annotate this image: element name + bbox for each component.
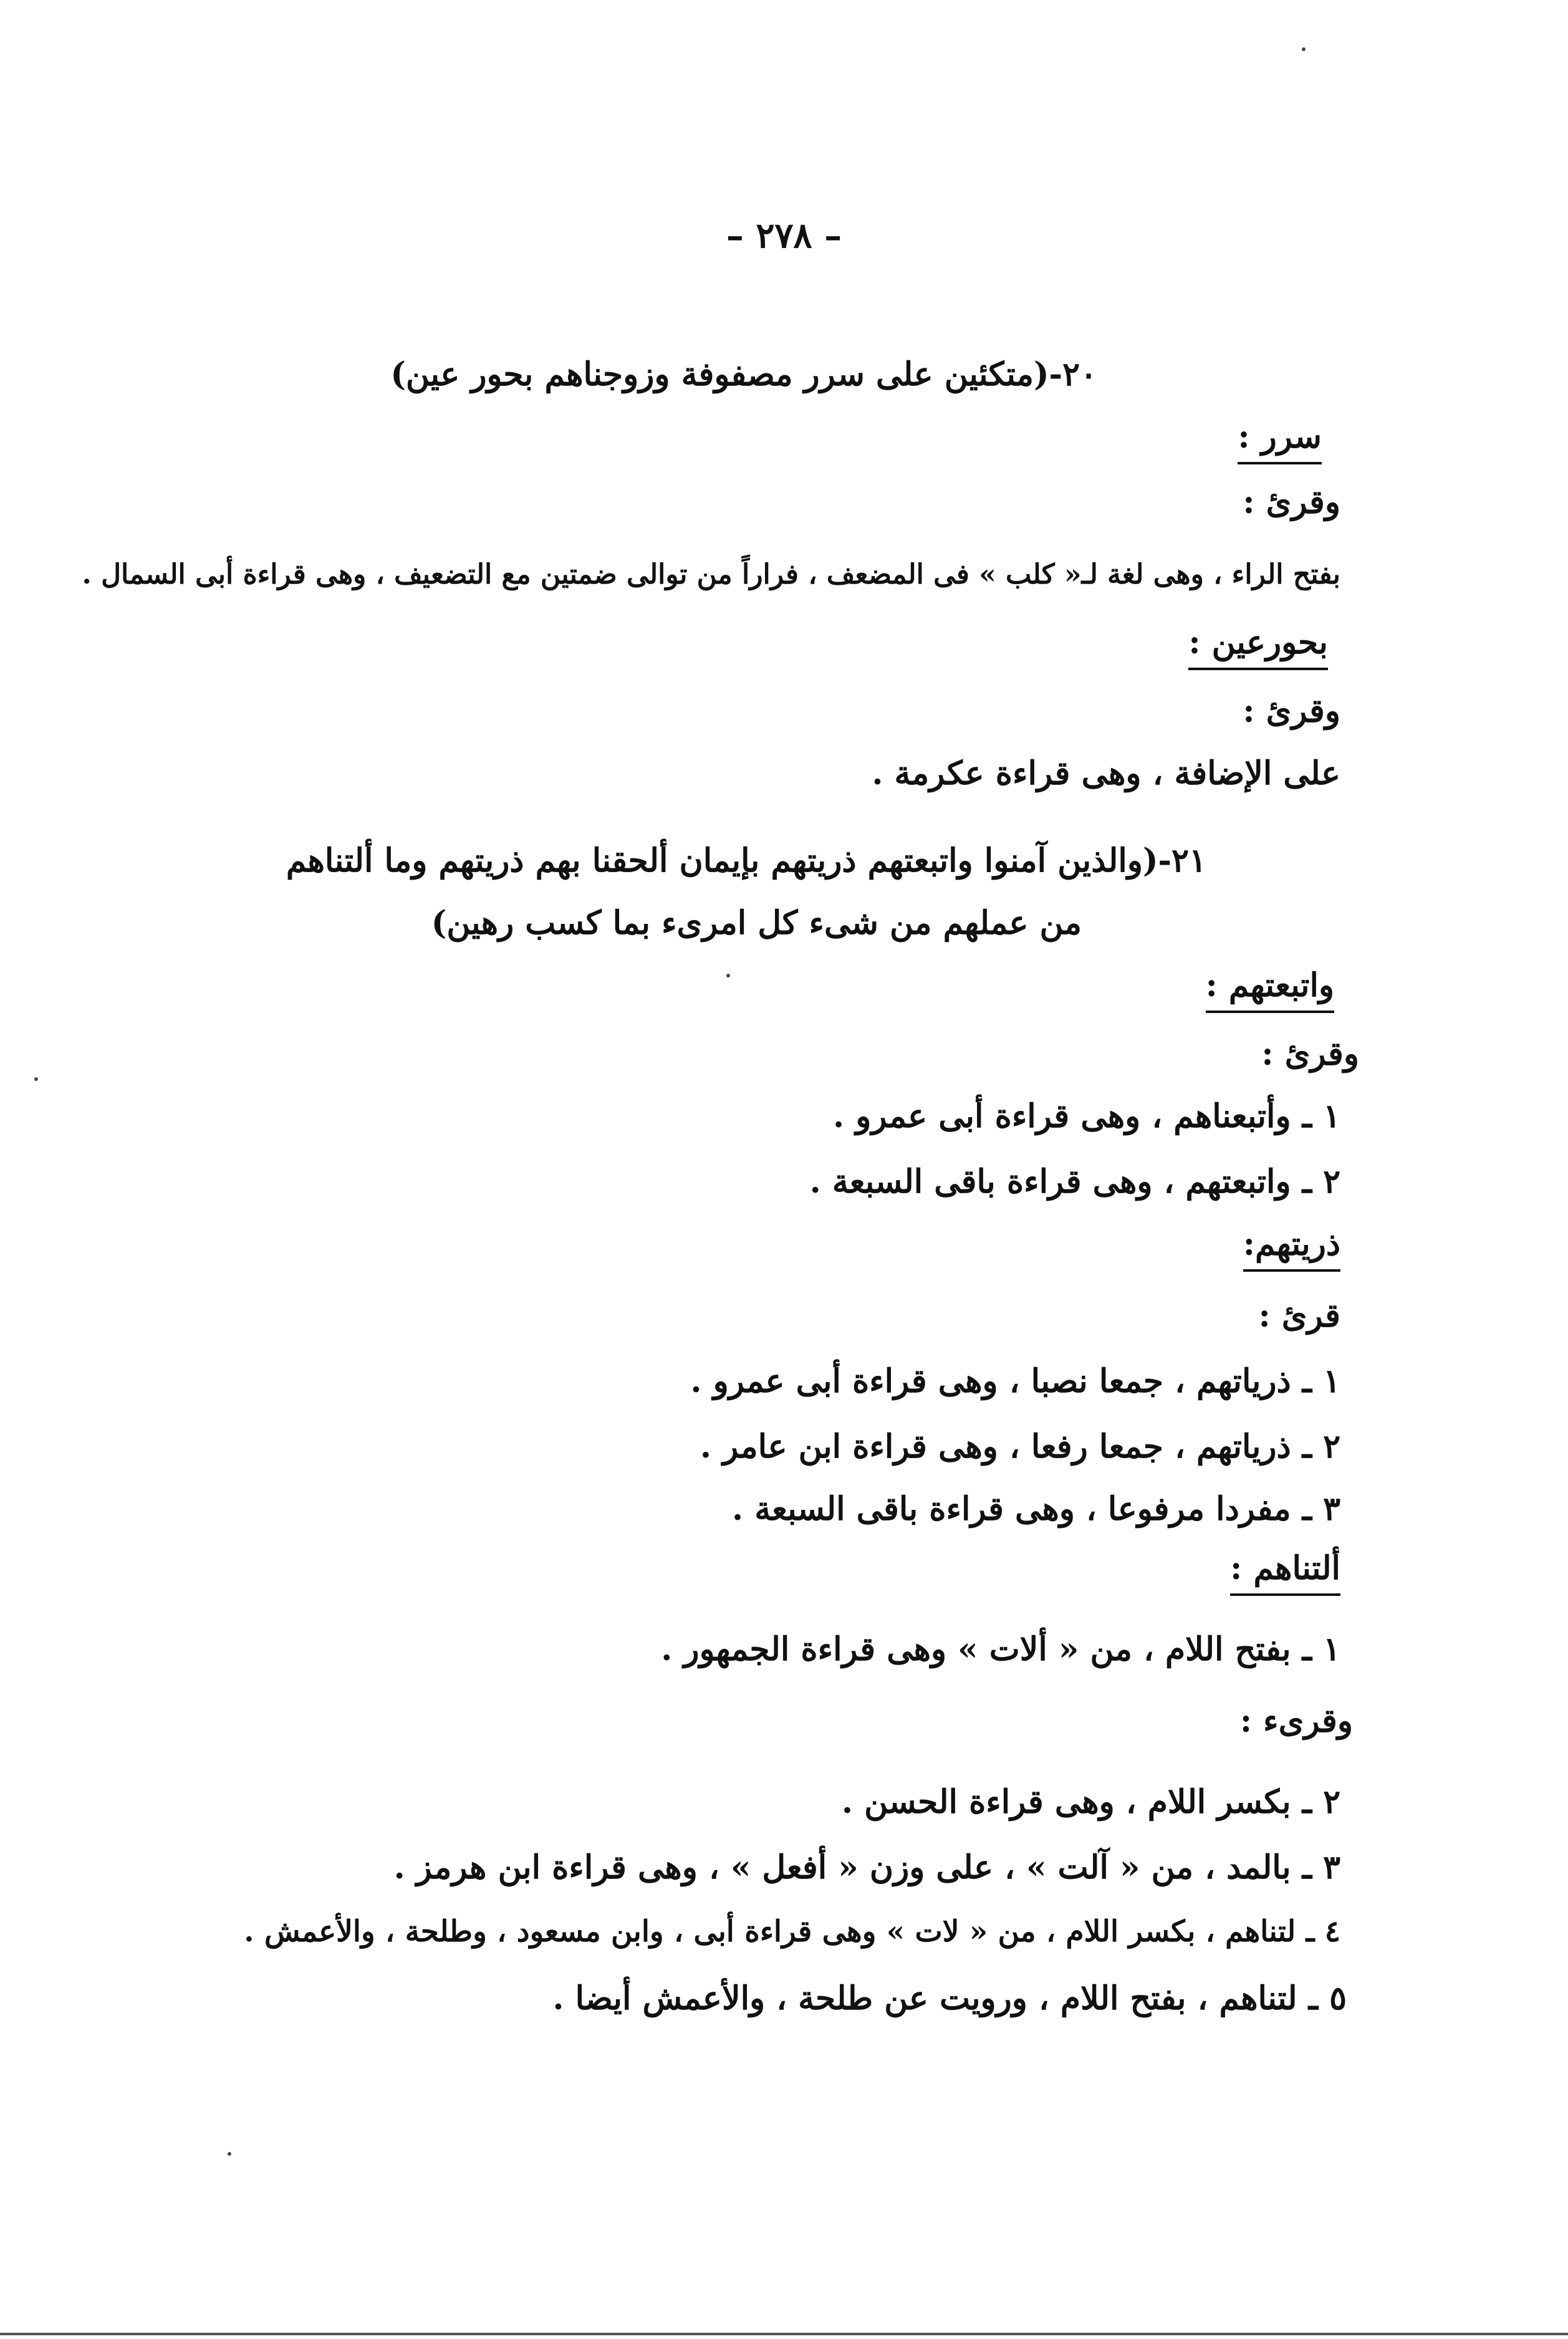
- reading-item: ١ ـ بفتح اللام ، من « ألات » وهى قراءة الجمهور .: [661, 1630, 1340, 1668]
- scan-speck: [228, 2152, 231, 2156]
- verse-21-heading-cont: من عملهم من شىء كل امرىء بما كسب رهين): [431, 904, 1082, 942]
- reading-item: ٢ ـ ذرياتهم ، جمعا رفعا ، وهى قراءة ابن عامر .: [700, 1428, 1340, 1466]
- qurie-label: وقرئ :: [1243, 692, 1340, 730]
- reading-item: ١ ـ ذرياتهم ، جمعا نصبا ، وهى قراءة أبى عمرو .: [690, 1362, 1340, 1400]
- reading-item: ٢ ـ واتبعتهم ، وهى قراءة باقى السبعة .: [809, 1163, 1340, 1201]
- word-heading-alatnahum: ألتناهم :: [1230, 1552, 1340, 1596]
- reading-item: ٣ ـ بالمد ، من « آلت » ، على وزن « أفعل » ، وهى قراءة ابن هرمز .: [393, 1848, 1340, 1886]
- qurie-label: قرئ :: [1258, 1297, 1340, 1335]
- reading-item: ٢ ـ بكسر اللام ، وهى قراءة الحسن .: [841, 1783, 1340, 1821]
- word-heading-ittabaathum: واتبعتهم :: [1206, 969, 1334, 1013]
- word-heading-dhurriyyatuhum: ذريتهم:: [1243, 1228, 1340, 1272]
- page-bottom-edge: [0, 2333, 1568, 2335]
- qurie-label: وقرىء :: [1239, 1702, 1353, 1740]
- reading-text: بفتح الراء ، وهى لغة لـ« كلب » فى المضعف ، فراراً من توالى ضمتين مع التضعيف ، وهى قراءة أبى السمال .: [82, 559, 1340, 590]
- scan-speck: [34, 1077, 38, 1081]
- verse-21-heading: ٢١-(والذين آمنوا واتبعتهم ذريتهم بإيمان ألحقنا بهم ذريتهم وما ألتناهم: [286, 842, 1206, 880]
- page-number: – ٢٧٨ –: [726, 215, 842, 256]
- reading-item: ٣ ـ مفردا مرفوعا ، وهى قراءة باقى السبعة .: [732, 1490, 1340, 1528]
- word-heading-surur: سرر :: [1238, 421, 1322, 464]
- verse-20-heading: ٢٠-(متكئين على سرر مصفوفة وزوجناهم بحور عين): [390, 355, 1097, 393]
- qurie-label: وقرئ :: [1261, 1035, 1359, 1073]
- scan-speck: [1302, 47, 1306, 51]
- reading-item: ٥ ـ لتناهم ، بفتح اللام ، ورويت عن طلحة ، والأعمش أيضا .: [552, 1979, 1347, 2017]
- reading-text: على الإضافة ، وهى قراءة عكرمة .: [872, 754, 1340, 792]
- scan-speck: [726, 974, 730, 977]
- reading-item: ٤ ـ لتناهم ، بكسر اللام ، من « لات » وهى قراءة أبى ، وابن مسعود ، وطلحة ، والأعمش .: [244, 1914, 1340, 1949]
- qurie-label: وقرئ :: [1243, 483, 1340, 521]
- reading-item: ١ ـ وأتبعناهم ، وهى قراءة أبى عمرو .: [833, 1097, 1340, 1135]
- word-heading-bihur-ein: بحورعين :: [1188, 627, 1328, 670]
